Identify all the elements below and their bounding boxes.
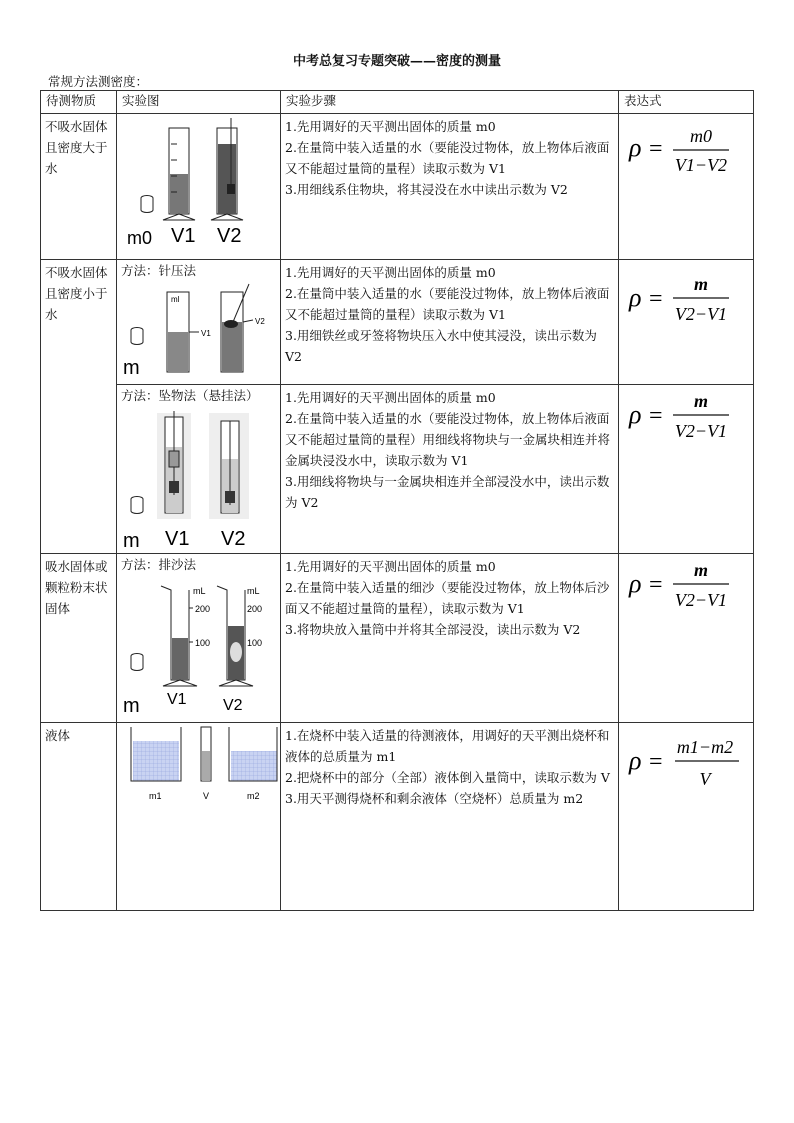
step-text: 2.在量筒中装入适量的水（要能没过物体，放上物体后液面又不能超过量筒的量程）读取示数为 V1: [285, 140, 610, 176]
header-formula: 表达式: [619, 91, 754, 114]
formula-cell: [619, 554, 754, 723]
step-text: 2.把烧杯中的部分（全部）液体倒入量筒中，读取示数为 V: [285, 770, 610, 785]
label-200: 200: [195, 604, 211, 614]
formula-cell: [619, 260, 754, 385]
density-formula: [619, 387, 753, 457]
table-header-row: [41, 91, 754, 114]
figure-cell: [117, 385, 281, 554]
formula-equals: =: [649, 403, 663, 429]
beaker-icon: [229, 727, 277, 781]
label-v1: V1: [201, 329, 211, 338]
figure-sinker: [117, 407, 280, 553]
figure-cell: [117, 260, 281, 385]
formula-lhs: ρ: [629, 400, 642, 429]
substance-cell: 不吸水固体且密度小于水: [41, 260, 117, 554]
formula-denominator: V2−V1: [674, 590, 728, 610]
label-m: m: [123, 530, 140, 552]
label-m2: m2: [247, 791, 260, 801]
graduated-cylinder-icon: [209, 413, 249, 519]
formula-denominator: V2−V1: [674, 304, 728, 324]
formula-denominator: V: [699, 769, 711, 789]
section-subtitle: 常规方法测密度：: [48, 74, 149, 89]
formula-cell: [619, 723, 754, 911]
method-label: 方法：坠物法（悬挂法）: [121, 388, 259, 403]
label-ml: mL: [247, 586, 260, 596]
step-text: 1.先用调好的天平测出固体的质量 m0: [285, 265, 496, 280]
label-ml: ml: [171, 295, 180, 304]
cylinder-block-icon: [131, 654, 143, 671]
steps-cell: [281, 385, 619, 554]
graduated-cylinder-icon: [201, 727, 211, 781]
step-text: 2.在量筒中装入适量的细沙（要能没过物体，放上物体后沙面又不能超过量筒的量程），读取示数为 V1: [285, 580, 610, 616]
formula-lhs: ρ: [629, 746, 642, 775]
figure-liquid: [117, 723, 280, 813]
formula-denominator: V2−V1: [674, 421, 728, 441]
graduated-cylinder-icon: [217, 586, 262, 686]
figure-cell: [117, 723, 281, 911]
formula-numerator: m1−m2: [676, 737, 734, 757]
formula-denominator: V1−V2: [674, 155, 728, 175]
table-row: [41, 114, 754, 260]
steps-cell: [281, 723, 619, 911]
label-v2: V2: [223, 697, 243, 714]
step-text: 1.先用调好的天平测出固体的质量 m0: [285, 390, 496, 405]
graduated-cylinder-icon: [163, 128, 195, 220]
cylinder-block-icon: [131, 497, 143, 514]
formula-lhs: ρ: [629, 283, 642, 312]
substance-cell: 不吸水固体且密度大于水: [41, 114, 117, 260]
steps-cell: [281, 114, 619, 260]
formula-equals: =: [649, 286, 663, 312]
step-text: 3.用细线系住物块，将其浸没在水中读出示数为 V2: [285, 182, 568, 197]
label-m: m: [123, 695, 140, 717]
label-200: 200: [247, 604, 263, 614]
figure-sand-displacement: [117, 576, 280, 722]
method-label: 方法：针压法: [121, 263, 197, 278]
label-v2: V2: [255, 317, 265, 326]
step-text: 3.用细铁丝或牙签将物块压入水中使其浸没，读出示数为 V2: [285, 328, 597, 364]
table-row: [41, 554, 754, 723]
label-v1: V1: [165, 528, 190, 550]
method-label: 方法：排沙法: [121, 557, 197, 572]
formula-numerator: m: [693, 560, 709, 580]
steps-cell: [281, 554, 619, 723]
label-ml: mL: [193, 586, 206, 596]
step-text: 3.用天平测得烧杯和剩余液体（空烧杯）总质量为 m2: [285, 791, 584, 806]
label-100: 100: [195, 638, 211, 648]
step-text: 3.用细线将物块与一金属块相连并全部浸没水中，读出示数为 V2: [285, 474, 610, 510]
graduated-cylinder-icon: [221, 284, 253, 372]
label-v2: V2: [221, 528, 246, 550]
step-text: 1.在烧杯中装入适量的待测液体，用调好的天平测出烧杯和液体的总质量为 m1: [285, 728, 610, 764]
label-m1: m1: [149, 791, 162, 801]
header-steps: 实验步骤: [281, 91, 619, 114]
page-title: 中考总复习专题突破——密度的测量: [292, 54, 501, 69]
label-v2: V2: [217, 225, 242, 247]
cylinder-block-icon: [131, 328, 143, 345]
step-text: 1.先用调好的天平测出固体的质量 m0: [285, 559, 496, 574]
beaker-icon: [131, 727, 181, 781]
step-text: 1.先用调好的天平测出固体的质量 m0: [285, 119, 496, 134]
formula-lhs: ρ: [629, 133, 642, 162]
graduated-cylinder-icon: [157, 411, 191, 519]
step-text: 2.在量筒中装入适量的水（要能没过物体，放上物体后液面又不能超过量筒的量程）读取示数为 V1: [285, 286, 610, 322]
graduated-cylinder-icon: [211, 118, 243, 220]
label-v: V: [203, 791, 210, 801]
label-m0: m0: [127, 228, 153, 248]
formula-equals: =: [649, 572, 663, 598]
figure-cell: [117, 554, 281, 723]
cylinder-block-icon: [141, 196, 153, 213]
figure-sinking-solid: [117, 114, 280, 258]
formula-equals: =: [649, 749, 663, 775]
formula-numerator: m: [693, 391, 709, 411]
header-figure: 实验图: [117, 91, 281, 114]
label-m: m: [123, 357, 140, 379]
formula-lhs: ρ: [629, 569, 642, 598]
substance-cell: 液体: [41, 723, 117, 911]
density-formula: [619, 116, 753, 186]
step-text: 2.在量筒中装入适量的水（要能没过物体，放上物体后液面又不能超过量筒的量程）用细线将物块与一金属块相连并将金属块浸没水中，读取示数为 V1: [285, 411, 611, 468]
figure-cell: [117, 114, 281, 260]
label-v1: V1: [167, 691, 187, 708]
formula-cell: [619, 385, 754, 554]
density-formula: [619, 556, 753, 626]
steps-cell: [281, 260, 619, 385]
header-substance: 待测物质: [41, 91, 117, 114]
graduated-cylinder-icon: [161, 586, 210, 686]
formula-cell: [619, 114, 754, 260]
density-formula: [619, 725, 753, 795]
formula-equals: =: [649, 136, 663, 162]
label-v1: V1: [171, 225, 196, 247]
graduated-cylinder-icon: [167, 292, 199, 372]
step-text: 3.将物块放入量筒中并将其全部浸没，读出示数为 V2: [285, 622, 581, 637]
substance-cell: 吸水固体或颗粒粉末状固体: [41, 554, 117, 723]
table-row: [41, 385, 754, 554]
formula-numerator: m0: [690, 126, 712, 146]
formula-numerator: m: [693, 274, 709, 294]
density-formula: [619, 262, 753, 332]
label-100: 100: [247, 638, 263, 648]
table-row: [41, 723, 754, 911]
table-row: [41, 260, 754, 385]
figure-needle-press: [117, 282, 280, 384]
density-methods-table: [40, 90, 754, 911]
